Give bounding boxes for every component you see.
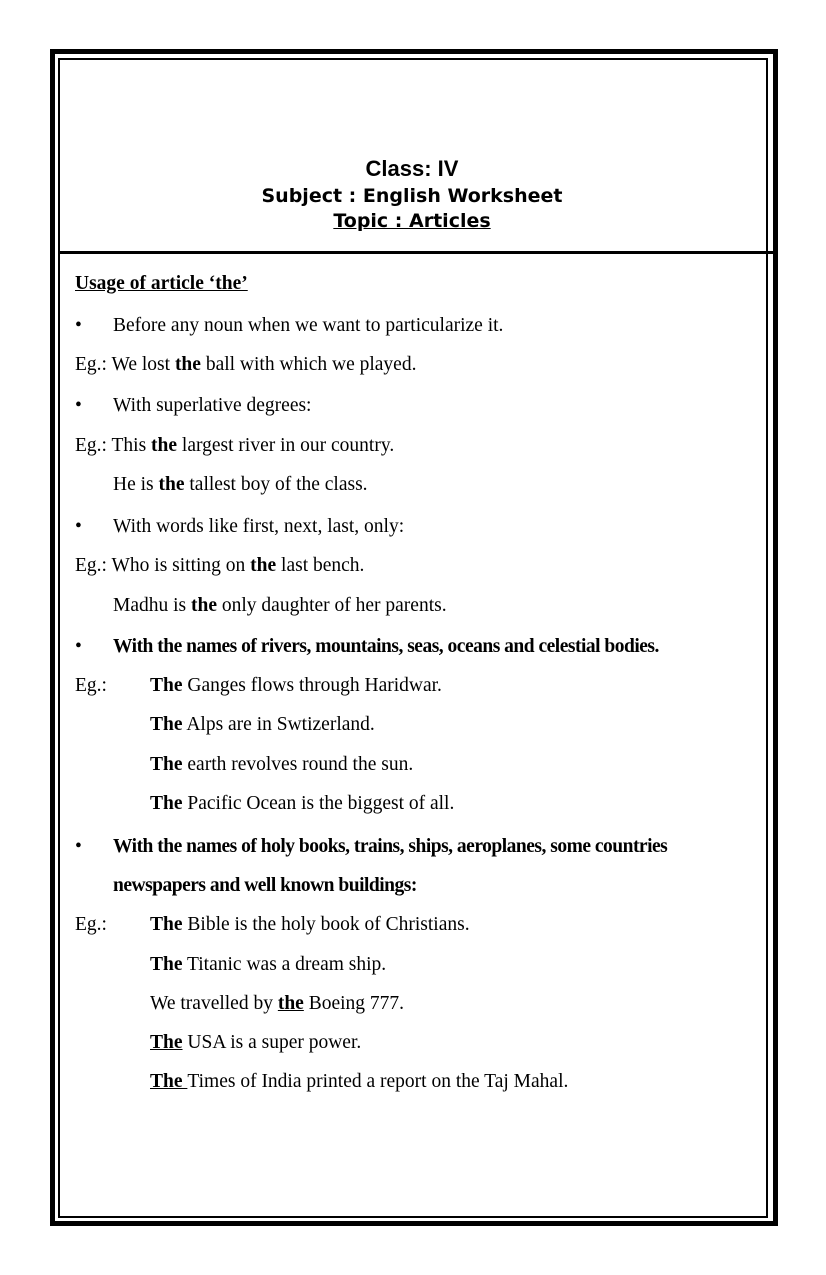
article: the <box>151 435 178 456</box>
bullet-icon: • <box>75 636 82 657</box>
example-line: Madhu is the only daughter of her parents. <box>113 595 447 616</box>
article: the <box>174 354 201 375</box>
example-line: The USA is a super power. <box>150 1032 362 1053</box>
example-line: The Titanic was a dream ship. <box>150 954 387 975</box>
example-line: The earth revolves round the sun. <box>150 754 414 775</box>
example-line: Eg.: The Bible is the holy book of Christians. <box>75 914 470 935</box>
bullet-continuation <box>113 874 417 898</box>
article: The <box>150 793 183 814</box>
bullet-text: With the names of rivers, mountains, seas, oceans and celestial bodies. <box>113 636 659 657</box>
header-divider <box>58 251 777 254</box>
example-line: Eg.: Who is sitting on the last bench. <box>75 555 365 576</box>
article: the <box>277 993 304 1014</box>
bullet-text: Before any noun when we want to particularize it. <box>113 315 504 336</box>
bullet-text: With words like first, next, last, only: <box>113 516 405 537</box>
bullet-text: newspapers and well known buildings: <box>113 875 417 896</box>
example-line: The Pacific Ocean is the biggest of all. <box>150 793 455 814</box>
example-line: Eg.: This the largest river in our country. <box>75 435 395 456</box>
article: The <box>150 675 183 696</box>
bullet-icon: • <box>75 516 82 537</box>
article: The <box>150 714 183 735</box>
bullet-icon: • <box>75 315 82 336</box>
article: The <box>150 954 183 975</box>
eg-label: Eg.: <box>75 435 107 456</box>
example-line: We travelled by the Boeing 777. <box>150 993 405 1014</box>
article: the <box>158 474 185 495</box>
article: The <box>150 914 183 935</box>
eg-label: Eg.: <box>75 555 107 576</box>
example-line: Eg.: We lost the ball with which we played. <box>75 354 417 375</box>
eg-label: Eg.: <box>75 914 107 935</box>
worksheet-header <box>60 155 764 233</box>
article: The <box>150 1032 183 1053</box>
subject-title: Subject : English Worksheet <box>261 185 563 207</box>
eg-label: Eg.: <box>75 675 107 696</box>
example-line: The Times of India printed a report on the Taj Mahal. <box>150 1071 569 1092</box>
article: the <box>250 555 277 576</box>
example-line: The Alps are in Swtizerland. <box>150 714 375 735</box>
bullet-icon: • <box>75 395 82 416</box>
bullet-text: With the names of holy books, trains, ships, aeroplanes, some countries <box>113 836 668 857</box>
example-line: He is the tallest boy of the class. <box>113 474 368 495</box>
bullet-text: With superlative degrees: <box>113 395 312 416</box>
topic-title: Topic : Articles <box>333 210 491 232</box>
eg-label: Eg.: <box>75 354 107 375</box>
section-heading: Usage of article ‘the’ <box>75 273 248 294</box>
example-line: Eg.: The Ganges flows through Haridwar. <box>75 675 442 696</box>
article: The <box>150 754 183 775</box>
article: the <box>191 595 217 616</box>
article: The <box>150 1071 188 1092</box>
class-title: Class: IV <box>365 156 459 181</box>
bullet-icon: • <box>75 836 82 857</box>
